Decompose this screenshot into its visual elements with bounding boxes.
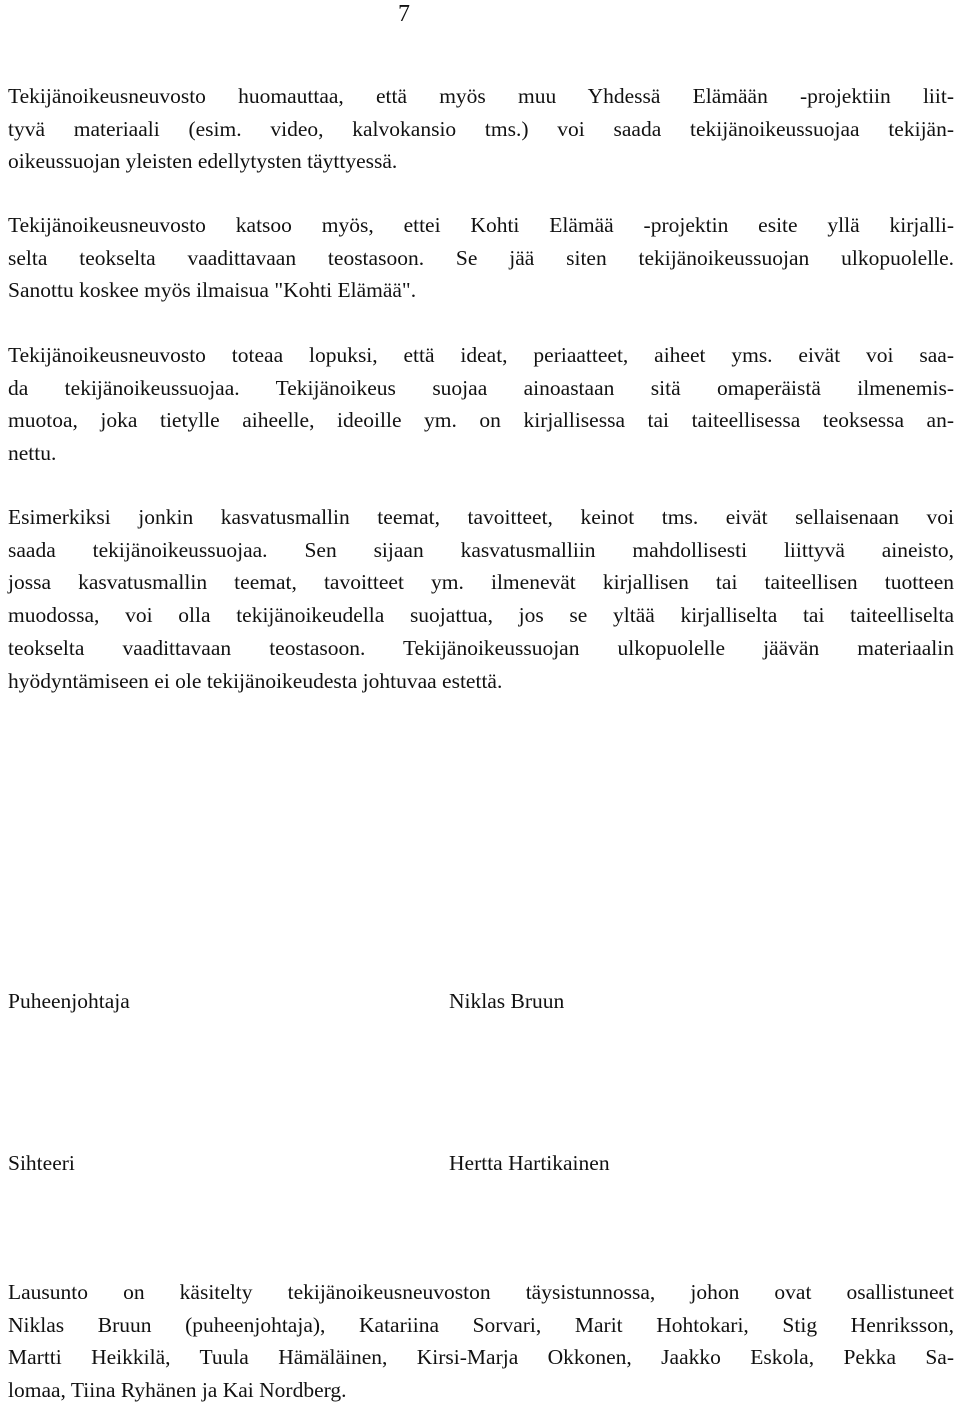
text-line: Tekijänoikeusneuvosto huomauttaa, että myös muu Yhdessä Elämään -projektiin liit- bbox=[8, 84, 954, 108]
signature-role-chair: Puheenjohtaja bbox=[8, 989, 130, 1013]
text-line: nettu. bbox=[8, 441, 57, 466]
signature-name-secretary: Hertta Hartikainen bbox=[449, 1151, 610, 1175]
text-line: muotoa, joka tietylle aiheelle, ideoille ym. on kirjallisessa tai taiteellisessa teoksessa an- bbox=[8, 408, 954, 433]
text-line: oikeussuojan yleisten edellytysten täyttyessä. bbox=[8, 149, 398, 174]
paragraph-1 bbox=[8, 80, 954, 178]
paragraph-2 bbox=[8, 209, 954, 307]
text-line: saada tekijänoikeussuojaa. Sen sijaan kasvatusmalliin mahdollisesti liittyvä aineisto, bbox=[8, 537, 954, 562]
closing-paragraph bbox=[8, 1276, 954, 1407]
text-line: Lausunto on käsitelty tekijänoikeusneuvoston täysistunnossa, johon ovat osallistuneet bbox=[8, 1280, 954, 1304]
text-line: Niklas Bruun (puheenjohtaja), Katariina Sorvari, Marit Hohtokari, Stig Henriksson, bbox=[8, 1312, 954, 1337]
text-line: jossa kasvatusmallin teemat, tavoitteet ym. ilmenevät kirjallisen tai taiteellisen tuotteen bbox=[8, 570, 954, 595]
text-line: selta teokselta vaadittavaan teostasoon. Se jää siten tekijänoikeussuojan ulkopuolelle. bbox=[8, 245, 954, 270]
signature-name-chair: Niklas Bruun bbox=[449, 989, 565, 1013]
text-line: da tekijänoikeussuojaa. Tekijänoikeus suojaa ainoastaan sitä omaperäistä ilmenemis- bbox=[8, 375, 954, 400]
paragraph-4 bbox=[8, 501, 954, 697]
text-line: tyvä materiaali (esim. video, kalvokansio tms.) voi saada tekijänoikeussuojaa tekijän- bbox=[8, 116, 954, 141]
text-line: Tekijänoikeusneuvosto katsoo myös, ettei Kohti Elämää -projektin esite yllä kirjalli- bbox=[8, 213, 954, 237]
text-line: Martti Heikkilä, Tuula Hämäläinen, Kirsi-Marja Okkonen, Jaakko Eskola, Pekka Sa- bbox=[8, 1345, 954, 1370]
text-line: teokselta vaadittavaan teostasoon. Tekijänoikeussuojan ulkopuolelle jäävän materiaalin bbox=[8, 635, 954, 660]
text-line: Tekijänoikeusneuvosto toteaa lopuksi, että ideat, periaatteet, aiheet yms. eivät voi saa- bbox=[8, 343, 954, 367]
paragraph-3 bbox=[8, 339, 954, 470]
text-line: hyödyntämiseen ei ole tekijänoikeudesta johtuvaa estettä. bbox=[8, 668, 503, 693]
text-line: Sanottu koskee myös ilmaisua "Kohti Elämää". bbox=[8, 278, 417, 303]
text-line: Esimerkiksi jonkin kasvatusmallin teemat, tavoitteet, keinot tms. eivät sellaisenaan voi bbox=[8, 505, 954, 529]
text-line: lomaa, Tiina Ryhänen ja Kai Nordberg. bbox=[8, 1378, 347, 1403]
page-number: 7 bbox=[398, 1, 410, 27]
text-line: muodossa, voi olla tekijänoikeudella suojattua, jos se yltää kirjalliselta tai taiteelliselta bbox=[8, 603, 954, 628]
signature-role-secretary: Sihteeri bbox=[8, 1151, 75, 1175]
